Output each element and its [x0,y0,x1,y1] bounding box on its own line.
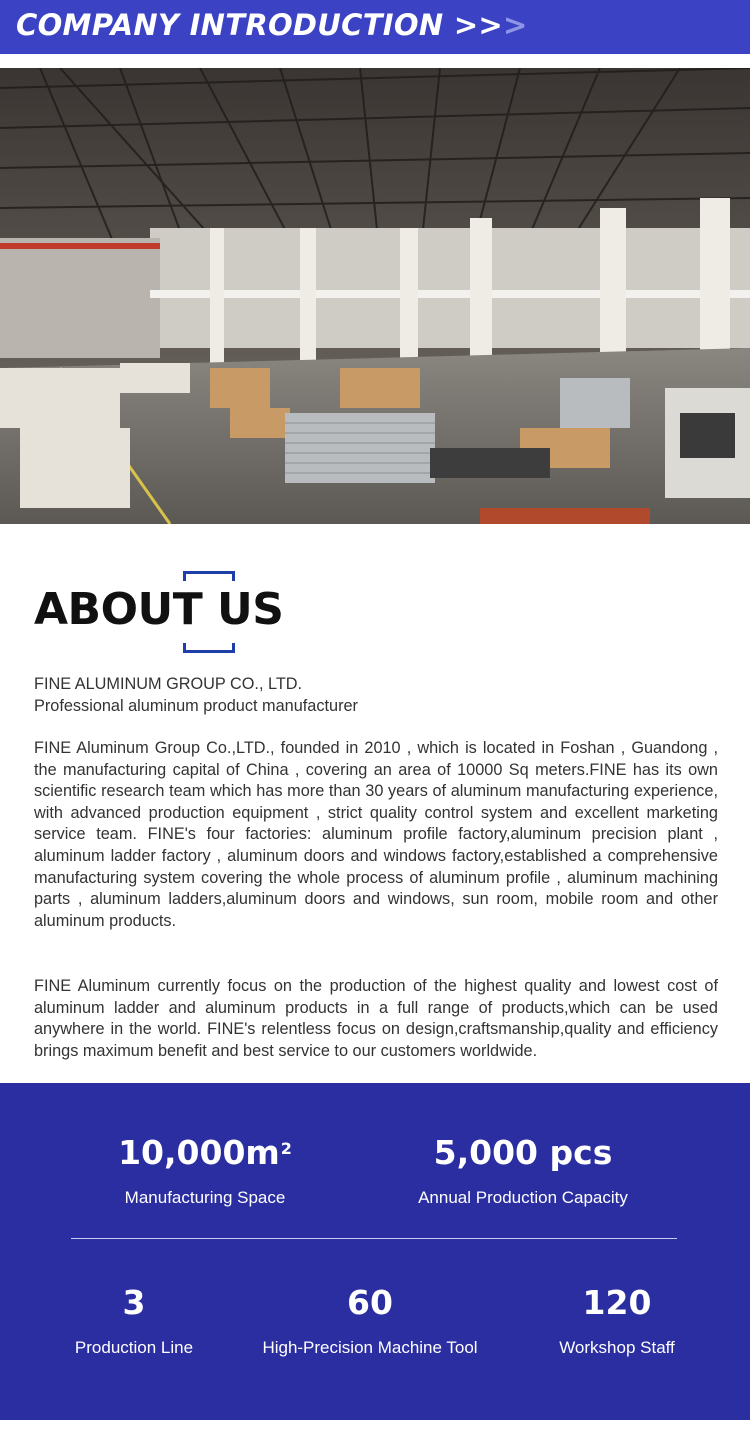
banner-title [16,8,528,42]
factory-photo [0,68,750,524]
stat-value: 120 [582,1283,652,1322]
stats-panel [0,1083,750,1420]
about-heading: ABOUT US [34,584,284,635]
stat-workshop-staff [527,1283,707,1359]
about-paragraph: FINE Aluminum Group Co.,LTD., founded in 2010 , which is located in Foshan , Guandong , the manufacturing capital of China , covering an area of 10000 Sq meters.FINE has its own scientific research team which has more than 30 years of aluminum manufacturing experience, with advanced production equipment , strict quality control system and excellent marketing service team. FINE's four factories: aluminum profile factory,aluminum precision plant , aluminum ladder factory , aluminum doors and windows factory,established a comprehensive manufacturing system covering the whole process of aluminum profile , aluminum machining parts , aluminum ladders,aluminum doors and windows, sun room, mobile room and other aluminum products. [34,739,718,930]
stat-production-line [44,1283,224,1359]
stat-label: Manufacturing Space [124,1188,286,1207]
heading-bracket-bottom [183,643,235,653]
stat-manufacturing-space [105,1133,305,1209]
stats-divider [71,1238,677,1239]
stat-value: 60 [347,1283,393,1322]
stat-label: High-Precision Machine Tool [262,1338,478,1357]
stat-annual-capacity [398,1133,648,1209]
stat-value: 3 [122,1283,146,1322]
stat-label: Annual Production Capacity [418,1188,628,1207]
company-tagline: Professional aluminum product manufacturer [34,696,358,715]
chevron-bright: >> [453,8,504,42]
stat-label: Production Line [74,1338,194,1357]
section-banner [0,0,750,54]
stat-value-unit-superscript: 2 [280,1139,292,1158]
about-paragraph: FINE Aluminum currently focus on the production of the highest quality and lowest cost of aluminum ladder and aluminum products in a full range of products,which can be used anywhere in the world. FINE's relentless focus on design,craftsmanship,quality and efficiency brings maximum benefit and best service to our customers worldwide. [34,977,718,1060]
company-intro [34,674,718,717]
banner-title-text: COMPANY INTRODUCTION [16,8,444,42]
double-chevron-icon [454,8,528,42]
factory-interior-illustration [0,68,750,524]
heading-bracket-top [183,571,235,581]
stat-value: 5,000 pcs [433,1133,613,1172]
stat-value-number: 10,000m [118,1133,280,1172]
company-name: FINE ALUMINUM GROUP CO., LTD. [34,675,303,693]
stat-machine-tool [240,1283,500,1359]
stat-label: Workshop Staff [559,1338,675,1357]
chevron-dim: > [503,8,528,42]
stat-value [105,1133,305,1173]
